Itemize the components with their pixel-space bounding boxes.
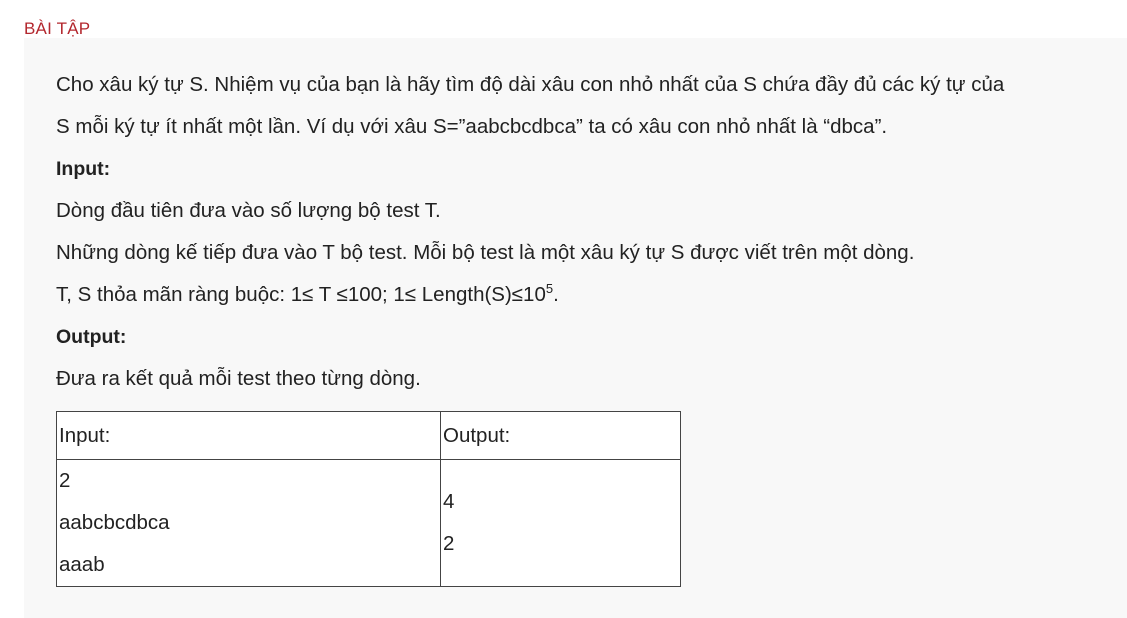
table-header-row [57,412,681,460]
section-label: BÀI TẬP [24,19,91,38]
constraint-text: T, S thỏa mãn ràng buộc: 1≤ T ≤100; 1≤ Length(S)≤10 [56,283,546,306]
example-input-line: aaab [59,553,105,576]
input-line-1: Dòng đầu tiên đưa vào số lượng bộ test T. [56,199,441,222]
input-column-header: Input: [57,412,441,460]
example-input-cell [57,460,441,587]
input-heading: Input: [56,158,111,180]
description-line-1: Cho xâu ký tự S. Nhiệm vụ của bạn là hãy tìm độ dài xâu con nhỏ nhất của S chứa đầy đủ các ký tự của [56,73,1005,96]
constraint-line [56,274,1116,316]
example-output-cell [441,460,681,587]
output-line-1: Đưa ra kết quả mỗi test theo từng dòng. [56,367,421,390]
example-output-line: 2 [443,532,455,555]
table-row [57,460,681,587]
example-input-line: 2 [59,469,71,492]
example-table [56,411,681,587]
constraint-exponent: 5 [545,281,554,297]
output-heading: Output: [56,326,127,348]
input-line-2: Những dòng kế tiếp đưa vào T bộ test. Mỗi bộ test là một xâu ký tự S được viết trên một dòng. [56,241,915,264]
constraint-end: . [553,283,559,306]
description-line-2: S mỗi ký tự ít nhất một lần. Ví dụ với xâu S=”aabcbcdbca” ta có xâu con nhỏ nhất là “dbca”. [56,115,888,138]
example-input-line: aabcbcdbca [59,511,170,534]
output-column-header: Output: [441,412,681,460]
problem-statement [56,64,1116,400]
example-output-line: 4 [443,490,455,513]
